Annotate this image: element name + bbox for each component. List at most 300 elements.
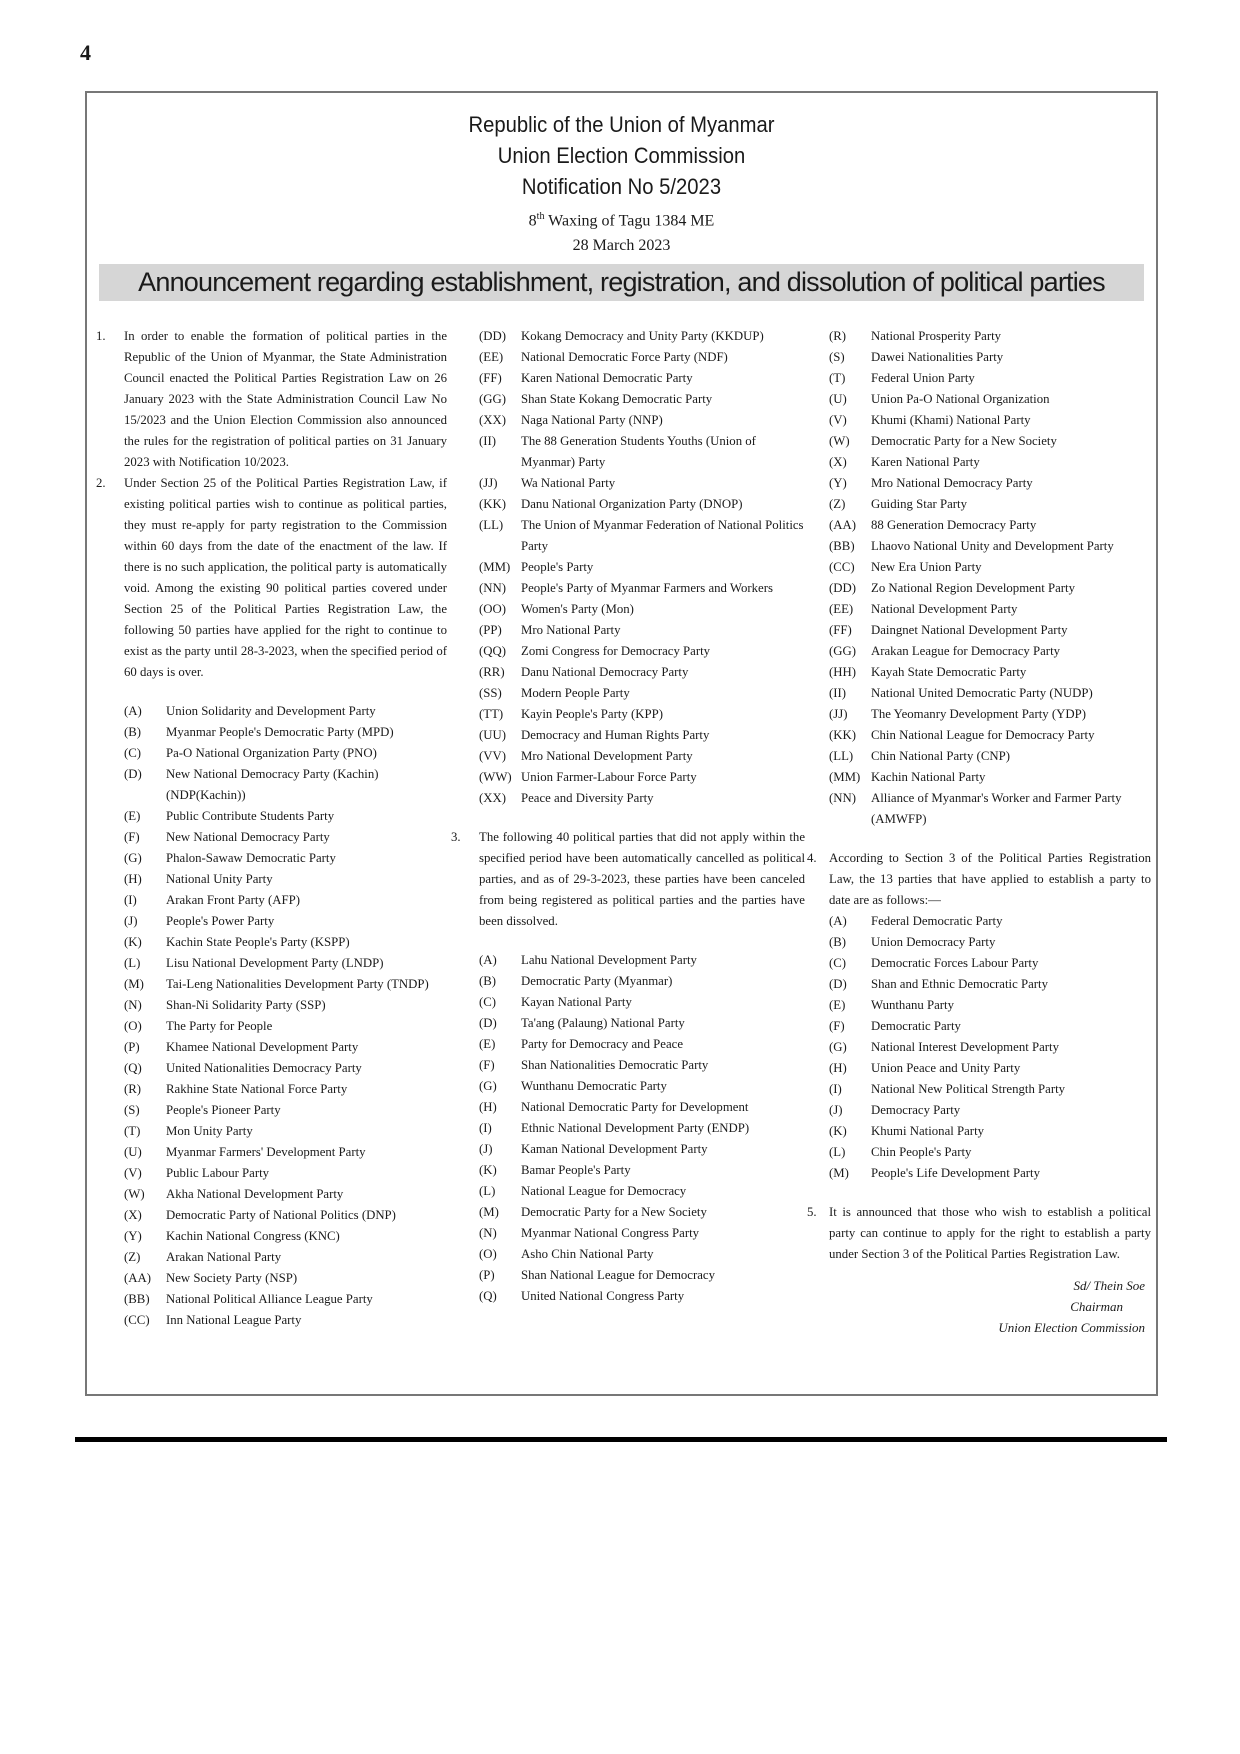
party-list-item — [829, 578, 1151, 599]
party-item-name: New Era Union Party — [871, 560, 982, 574]
party-list-item — [829, 368, 1151, 389]
party-item-name: Democratic Party for a New Society — [871, 434, 1057, 448]
party-list-item — [829, 641, 1151, 662]
party-list-item — [829, 1037, 1151, 1058]
party-item-name: Democratic Party of National Politics (DNP) — [166, 1208, 396, 1222]
party-item-name: Democratic Forces Labour Party — [871, 956, 1039, 970]
party-item-letter: (Z) — [124, 1250, 141, 1264]
party-item-name: Khamee National Development Party — [166, 1040, 359, 1054]
party-list-item — [451, 1076, 805, 1097]
party-item-name: Shan State Kokang Democratic Party — [521, 392, 713, 406]
party-list-item — [829, 473, 1151, 494]
party-item-name: Ethnic National Development Party (ENDP) — [521, 1121, 750, 1135]
party-list-item — [451, 662, 805, 683]
party-item-letter: (NN) — [829, 791, 857, 805]
party-list-item — [451, 1034, 805, 1055]
party-item-letter: (X) — [829, 455, 847, 469]
party-item-name: Lhaovo National Unity and Development Party — [871, 539, 1114, 553]
party-item-name: Wunthanu Party — [871, 998, 955, 1012]
party-item-letter: (CC) — [124, 1313, 150, 1327]
party-item-name: Peace and Diversity Party — [521, 791, 654, 805]
party-list-item — [96, 1016, 447, 1037]
party-list-item — [451, 557, 805, 578]
party-list-item — [96, 848, 447, 869]
party-list-item — [451, 683, 805, 704]
party-item-letter: (MM) — [479, 560, 511, 574]
party-item-letter: (I) — [829, 1082, 842, 1096]
party-item-letter: (WW) — [479, 770, 512, 784]
party-list-item — [451, 410, 805, 431]
party-item-name: Myanmar Farmers' Development Party — [166, 1145, 366, 1159]
notification-box — [85, 91, 1158, 1396]
header-notification-no: Notification No 5/2023 — [521, 174, 722, 199]
party-item-name: Union Solidarity and Development Party — [166, 704, 376, 718]
party-list-item — [829, 494, 1151, 515]
party-item-name: Lisu National Development Party (LNDP) — [166, 956, 384, 970]
header-date-myanmar: 8th Waxing of Tagu 1384 ME — [528, 211, 715, 230]
party-item-letter: (C) — [829, 956, 847, 970]
party-item-letter: (GG) — [829, 644, 857, 658]
party-item-name: People's Power Party — [166, 914, 275, 928]
party-list-item — [829, 389, 1151, 410]
party-item-name: Phalon-Sawaw Democratic Party — [166, 851, 336, 865]
party-item-letter: (J) — [829, 1103, 843, 1117]
party-item-letter: (AA) — [124, 1271, 152, 1285]
party-item-name: The Yeomanry Development Party (YDP) — [871, 707, 1087, 721]
party-list-item — [829, 683, 1151, 704]
party-list-item — [829, 746, 1151, 767]
party-item-name: Zo National Region Development Party — [871, 581, 1075, 595]
party-item-name: Myanmar National Congress Party — [521, 1226, 700, 1240]
signature-block — [829, 1275, 1151, 1338]
party-item-name: Khumi (Khami) National Party — [871, 413, 1031, 427]
party-list-item — [829, 1121, 1151, 1142]
party-item-letter: (C) — [479, 995, 497, 1009]
party-item-name: Bamar People's Party — [521, 1163, 631, 1177]
party-list-item — [96, 1079, 447, 1100]
page-number: 4 — [80, 40, 91, 65]
party-item-letter: (E) — [829, 998, 846, 1012]
party-item-letter: (EE) — [479, 350, 504, 364]
party-item-letter: (A) — [829, 914, 847, 928]
party-list-item — [96, 1037, 447, 1058]
party-item-name: Mro National Party — [521, 623, 621, 637]
party-item-name: Akha National Development Party — [166, 1187, 344, 1201]
column-2 — [451, 326, 805, 1307]
new-parties-list — [829, 911, 1151, 1184]
party-list-item — [451, 1118, 805, 1139]
party-list-item — [96, 1058, 447, 1079]
party-item-name: Kayah State Democratic Party — [871, 665, 1027, 679]
party-item-name: Kachin National Party — [871, 770, 986, 784]
party-item-name: National Political Alliance League Party — [166, 1292, 373, 1306]
party-list-item — [829, 662, 1151, 683]
party-item-name: Arakan League for Democracy Party — [871, 644, 1061, 658]
party-item-letter: (A) — [479, 953, 497, 967]
party-list-item — [96, 1289, 447, 1310]
party-list-item — [829, 1079, 1151, 1100]
signature-org: Union Election Commission — [998, 1320, 1145, 1335]
party-list-item — [829, 1142, 1151, 1163]
party-item-name: Democracy Party — [871, 1103, 961, 1117]
party-item-letter: (B) — [829, 935, 847, 949]
party-item-letter: (K) — [829, 1124, 847, 1138]
party-list-item — [96, 806, 447, 827]
party-item-name: Wunthanu Democratic Party — [521, 1079, 667, 1093]
party-list-item — [451, 1223, 805, 1244]
party-item-name: National Interest Development Party — [871, 1040, 1059, 1054]
paragraph-5: 5. It is announced that those who wish to establish a political party can continue to apply for the right to establish a party under Section 3 of the Political Parties Registration Law. — [807, 1205, 1151, 1261]
party-item-letter: (TT) — [479, 707, 504, 721]
party-list-item — [451, 1160, 805, 1181]
party-item-letter: (F) — [479, 1058, 495, 1072]
party-item-name: Public Labour Party — [166, 1166, 270, 1180]
party-item-name: Arakan Front Party (AFP) — [166, 893, 300, 907]
party-list-item — [829, 515, 1151, 536]
party-list-item — [829, 953, 1151, 974]
party-list-item — [451, 1202, 805, 1223]
party-item-name: Ta'ang (Palaung) National Party — [521, 1016, 685, 1030]
party-list-item — [451, 389, 805, 410]
party-item-letter: (M) — [124, 977, 144, 991]
party-item-letter: (XX) — [479, 413, 507, 427]
party-item-letter: (B) — [124, 725, 142, 739]
party-item-name: The Union of Myanmar Federation of National Politics Party — [521, 518, 804, 553]
party-item-name: Chin National League for Democracy Party — [871, 728, 1095, 742]
party-item-name: Kaman National Development Party — [521, 1142, 708, 1156]
party-item-name: Khumi National Party — [871, 1124, 985, 1138]
party-item-name: Lahu National Development Party — [521, 953, 697, 967]
party-item-name: Karen National Party — [871, 455, 980, 469]
party-item-letter: (N) — [124, 998, 142, 1012]
party-item-name: Democratic Party — [871, 1019, 961, 1033]
party-list-item — [451, 1055, 805, 1076]
party-list-item — [96, 722, 447, 743]
party-item-name: Kayin People's Party (KPP) — [521, 707, 663, 721]
party-item-name: National Unity Party — [166, 872, 273, 886]
party-item-letter: (K) — [479, 1163, 497, 1177]
party-list-item — [829, 536, 1151, 557]
party-item-name: Kayan National Party — [521, 995, 632, 1009]
party-item-name: Mon Unity Party — [166, 1124, 253, 1138]
party-list-item — [829, 767, 1151, 788]
party-list-item — [829, 620, 1151, 641]
party-list-item — [96, 995, 447, 1016]
party-item-letter: (RR) — [479, 665, 505, 679]
party-item-letter: (U) — [124, 1145, 142, 1159]
party-item-name: Shan and Ethnic Democratic Party — [871, 977, 1048, 991]
party-item-letter: (Q) — [479, 1289, 497, 1303]
party-item-name: Alliance of Myanmar's Worker and Farmer Party (AMWFP) — [871, 791, 1122, 826]
party-item-name: Naga National Party (NNP) — [521, 413, 663, 427]
party-item-name: People's Party — [521, 560, 594, 574]
party-item-letter: (P) — [124, 1040, 140, 1054]
party-item-letter: (CC) — [829, 560, 855, 574]
party-list-item — [829, 347, 1151, 368]
party-list-item — [451, 599, 805, 620]
party-item-letter: (S) — [829, 350, 845, 364]
continuing-parties-list-a — [96, 701, 447, 1331]
party-list-item — [96, 1184, 447, 1205]
party-item-letter: (PP) — [479, 623, 502, 637]
party-item-letter: (K) — [124, 935, 142, 949]
party-item-letter: (G) — [479, 1079, 497, 1093]
party-item-name: National League for Democracy — [521, 1184, 687, 1198]
party-item-letter: (E) — [479, 1037, 496, 1051]
party-item-letter: (O) — [124, 1019, 142, 1033]
party-item-letter: (Y) — [829, 476, 847, 490]
party-item-name: Union Farmer-Labour Force Party — [521, 770, 697, 784]
party-item-letter: (H) — [479, 1100, 497, 1114]
party-item-name: Karen National Democratic Party — [521, 371, 693, 385]
party-item-letter: (J) — [124, 914, 138, 928]
party-item-letter: (W) — [124, 1187, 145, 1201]
party-item-name: Union Pa-O National Organization — [871, 392, 1050, 406]
party-item-letter: (F) — [829, 1019, 845, 1033]
party-list-item — [451, 578, 805, 599]
header-date: 28 March 2023 — [572, 237, 671, 255]
party-list-item — [96, 1163, 447, 1184]
party-list-item — [451, 620, 805, 641]
party-item-letter: (LL) — [829, 749, 854, 763]
party-item-letter: (II) — [479, 434, 497, 448]
party-item-name: Zomi Congress for Democracy Party — [521, 644, 711, 658]
party-item-name: Democratic Party (Myanmar) — [521, 974, 673, 988]
party-item-letter: (G) — [829, 1040, 847, 1054]
party-item-letter: (V) — [124, 1166, 142, 1180]
party-item-name: Pa-O National Organization Party (PNO) — [166, 746, 377, 760]
paragraph-2: 2. Under Section 25 of the Political Parties Registration Law, if existing political parties wish to continue as political parties, they must re-apply for party registration to the Commission within 60 days from the date of the enactment of the law. If there is no such application, the political party is automatically void. Among the existing 90 political parties covered under Section 25 of the Political Parties Registration Law, the following 50 parties have applied for the right to continue to exist as the party until 28-3-2023, when the specified period of 60 days is over. — [96, 476, 447, 679]
party-list-item — [829, 725, 1151, 746]
party-item-letter: (EE) — [829, 602, 854, 616]
party-list-item — [96, 890, 447, 911]
party-item-name: Federal Union Party — [871, 371, 975, 385]
party-list-item — [451, 971, 805, 992]
party-item-name: Democracy and Human Rights Party — [521, 728, 710, 742]
party-item-name: National Prosperity Party — [871, 329, 1002, 343]
party-item-name: Kachin National Congress (KNC) — [166, 1229, 340, 1243]
signature-title: Chairman — [1070, 1299, 1123, 1314]
party-item-name: United National Congress Party — [521, 1289, 685, 1303]
party-item-letter: (D) — [829, 977, 847, 991]
party-list-item — [829, 1016, 1151, 1037]
notification-header — [87, 109, 1156, 256]
footer-rule — [75, 1437, 1167, 1442]
party-list-item — [829, 431, 1151, 452]
party-item-name: Party for Democracy and Peace — [521, 1037, 684, 1051]
party-item-name: Asho Chin National Party — [521, 1247, 654, 1261]
party-item-name: Dawei Nationalities Party — [871, 350, 1004, 364]
party-item-name: Women's Party (Mon) — [521, 602, 634, 616]
party-item-name: Mro National Democracy Party — [871, 476, 1033, 490]
party-item-letter: (T) — [829, 371, 846, 385]
party-item-letter: (QQ) — [479, 644, 507, 658]
party-item-letter: (OO) — [479, 602, 507, 616]
party-item-letter: (VV) — [479, 749, 507, 763]
party-item-letter: (X) — [124, 1208, 142, 1222]
party-list-item — [96, 1247, 447, 1268]
party-item-name: Federal Democratic Party — [871, 914, 1003, 928]
party-list-item — [96, 911, 447, 932]
paragraph-4: 4. According to Section 3 of the Political Parties Registration Law, the 13 parties that have applied to establish a party to date are as follows:— — [807, 851, 1151, 907]
party-item-letter: (KK) — [829, 728, 857, 742]
party-list-item — [451, 1097, 805, 1118]
party-item-letter: (DD) — [479, 329, 507, 343]
party-item-name: National Democratic Party for Development — [521, 1100, 749, 1114]
party-item-name: People's Party of Myanmar Farmers and Workers — [521, 581, 773, 595]
party-item-name: New National Democracy Party — [166, 830, 330, 844]
party-list-item — [451, 431, 805, 473]
party-item-name: Shan-Ni Solidarity Party (SSP) — [166, 998, 326, 1012]
party-item-letter: (N) — [479, 1226, 497, 1240]
party-item-name: Shan National League for Democracy — [521, 1268, 716, 1282]
party-item-name: Arakan National Party — [166, 1250, 282, 1264]
party-list-item — [829, 452, 1151, 473]
party-item-name: Danu National Organization Party (DNOP) — [521, 497, 743, 511]
party-item-letter: (BB) — [829, 539, 855, 553]
party-item-letter: (Q) — [124, 1061, 142, 1075]
party-item-name: Myanmar People's Democratic Party (MPD) — [166, 725, 394, 739]
party-item-letter: (A) — [124, 704, 142, 718]
party-item-name: The 88 Generation Students Youths (Union of Myanmar) Party — [521, 434, 756, 469]
party-list-item — [96, 869, 447, 890]
dissolved-parties-list-a — [451, 950, 805, 1307]
party-item-letter: (O) — [479, 1247, 497, 1261]
party-item-letter: (W) — [829, 434, 850, 448]
party-item-name: New National Democracy Party (Kachin) (NDP(Kachin)) — [166, 767, 379, 802]
party-list-item — [96, 932, 447, 953]
party-list-item — [96, 743, 447, 764]
party-item-name: United Nationalities Democracy Party — [166, 1061, 362, 1075]
party-list-item — [451, 992, 805, 1013]
party-item-name: Public Contribute Students Party — [166, 809, 335, 823]
column-1 — [96, 326, 447, 1331]
party-list-item — [451, 1286, 805, 1307]
party-item-name: Tai-Leng Nationalities Development Party (TNDP) — [166, 977, 429, 991]
party-list-item — [96, 764, 447, 806]
party-item-name: Chin People's Party — [871, 1145, 972, 1159]
dissolved-parties-list-b — [829, 326, 1151, 830]
party-list-item — [829, 911, 1151, 932]
party-item-letter: (Y) — [124, 1229, 142, 1243]
party-list-item — [96, 701, 447, 722]
party-item-letter: (BB) — [124, 1292, 150, 1306]
party-list-item — [451, 1244, 805, 1265]
party-item-letter: (LL) — [479, 518, 504, 532]
party-list-item — [96, 953, 447, 974]
party-item-name: Democratic Party for a New Society — [521, 1205, 707, 1219]
party-item-name: Modern People Party — [521, 686, 630, 700]
party-item-letter: (Z) — [829, 497, 846, 511]
party-item-letter: (MM) — [829, 770, 861, 784]
paragraph-1: 1. In order to enable the formation of political parties in the Republic of the Union of Myanmar, the State Administration Council enacted the Political Parties Registration Law on 26 January 2023 with the State Administration Council Law No 15/2023 and the Union Election Commission also announced the rules for the registration of political parties on 31 January 2023 with Notification 10/2023. — [96, 329, 447, 469]
paragraph-3: 3. The following 40 political parties that did not apply within the specified period have been automatically cancelled as political parties, and as of 29-3-2023, these parties have been canceled from being registered as political parties and the parties have been dissolved. — [451, 830, 805, 928]
party-item-letter: (C) — [124, 746, 142, 760]
party-list-item — [451, 704, 805, 725]
party-list-item — [96, 1121, 447, 1142]
party-list-item — [829, 1058, 1151, 1079]
party-item-letter: (P) — [479, 1268, 495, 1282]
party-list-item — [96, 1268, 447, 1289]
party-item-letter: (F) — [124, 830, 140, 844]
party-list-item — [451, 725, 805, 746]
party-list-item — [451, 347, 805, 368]
party-list-item — [829, 599, 1151, 620]
party-list-item — [96, 827, 447, 848]
party-item-name: Union Peace and Unity Party — [871, 1061, 1021, 1075]
party-item-letter: (D) — [124, 767, 142, 781]
party-item-name: Chin National Party (CNP) — [871, 749, 1010, 763]
party-item-letter: (SS) — [479, 686, 502, 700]
party-list-item — [829, 1163, 1151, 1184]
party-item-name: People's Life Development Party — [871, 1166, 1040, 1180]
party-list-item — [829, 995, 1151, 1016]
party-item-name: People's Pioneer Party — [166, 1103, 281, 1117]
party-item-letter: (XX) — [479, 791, 507, 805]
party-item-letter: (R) — [829, 329, 847, 343]
party-item-letter: (U) — [829, 392, 847, 406]
party-item-name: Daingnet National Development Party — [871, 623, 1068, 637]
party-item-name: Danu National Democracy Party — [521, 665, 689, 679]
party-list-item — [96, 1205, 447, 1226]
party-list-item — [451, 1181, 805, 1202]
party-list-item — [451, 515, 805, 557]
party-item-letter: (DD) — [829, 581, 857, 595]
party-item-name: Inn National League Party — [166, 1313, 302, 1327]
party-item-name: National Development Party — [871, 602, 1018, 616]
party-item-name: Kachin State People's Party (KSPP) — [166, 935, 350, 949]
party-item-name: National New Political Strength Party — [871, 1082, 1066, 1096]
party-list-item — [451, 1013, 805, 1034]
party-item-letter: (FF) — [829, 623, 852, 637]
party-list-item — [451, 641, 805, 662]
party-item-letter: (HH) — [829, 665, 857, 679]
party-item-name: The Party for People — [166, 1019, 273, 1033]
party-list-item — [96, 1142, 447, 1163]
party-item-letter: (L) — [479, 1184, 496, 1198]
party-item-name: Guiding Star Party — [871, 497, 967, 511]
party-list-item — [829, 932, 1151, 953]
party-item-letter: (UU) — [479, 728, 507, 742]
party-list-item — [96, 974, 447, 995]
party-list-item — [829, 326, 1151, 347]
party-list-item — [451, 950, 805, 971]
party-item-letter: (FF) — [479, 371, 502, 385]
party-item-letter: (V) — [829, 413, 847, 427]
party-item-letter: (L) — [124, 956, 141, 970]
party-item-name: National Democratic Force Party (NDF) — [521, 350, 728, 364]
party-list-item — [829, 704, 1151, 725]
party-item-letter: (H) — [829, 1061, 847, 1075]
party-item-name: Shan Nationalities Democratic Party — [521, 1058, 709, 1072]
party-item-name: Mro National Development Party — [521, 749, 693, 763]
party-list-item — [829, 410, 1151, 431]
party-item-name: Wa National Party — [521, 476, 616, 490]
party-list-item — [451, 473, 805, 494]
party-item-letter: (R) — [124, 1082, 142, 1096]
party-list-item — [451, 326, 805, 347]
party-list-item — [96, 1100, 447, 1121]
party-list-item — [451, 1139, 805, 1160]
party-item-name: Union Democracy Party — [871, 935, 996, 949]
column-3 — [807, 326, 1151, 1338]
party-list-item — [451, 1265, 805, 1286]
party-item-letter: (J) — [479, 1142, 493, 1156]
party-item-letter: (H) — [124, 872, 142, 886]
party-list-item — [829, 788, 1151, 830]
party-list-item — [829, 1100, 1151, 1121]
party-item-letter: (M) — [829, 1166, 849, 1180]
